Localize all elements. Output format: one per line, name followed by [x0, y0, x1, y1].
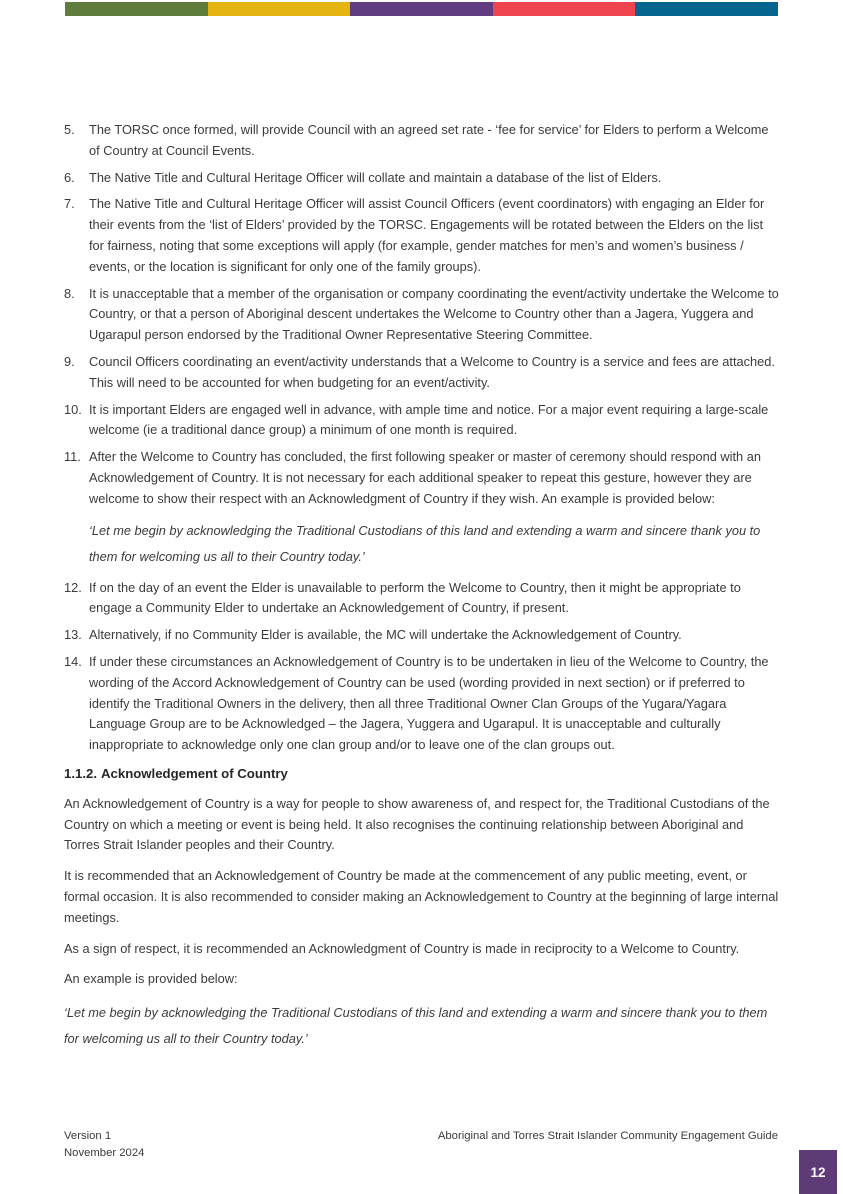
list-item-text: Council Officers coordinating an event/activity understands that a Welcome to Country is a service and fees are attached. This will need to be accounted for when budgeting for an event/activity. — [89, 353, 775, 390]
footer-doc-title: Aboriginal and Torres Strait Islander Community Engagement Guide — [437, 1130, 778, 1142]
footer-date: November 2024 — [64, 1146, 145, 1159]
list-item — [64, 652, 780, 756]
list-item — [64, 578, 780, 620]
page-footer — [64, 1128, 778, 1161]
accent-bar — [65, 2, 778, 16]
section-heading — [64, 764, 780, 785]
list-item — [64, 400, 780, 442]
page-number-badge: 12 — [799, 1150, 837, 1194]
list-item-number: 11. — [64, 449, 81, 465]
accent-bar-segment-green — [65, 2, 208, 16]
list-item-number: 10. — [64, 401, 82, 417]
list-item-number: 7. — [64, 196, 75, 212]
accent-bar-segment-purple — [350, 2, 493, 16]
acknowledgement-example-quote: ‘Let me begin by acknowledging the Traditional Custodians of this land and extending a warm and sincere thank you to them for welcoming us all to their Country today.’ — [64, 1005, 768, 1047]
paragraph: An Acknowledgement of Country is a way for people to show awareness of, and respect for, the Traditional Custodians of the Country on which a meeting or event is being held. It also recognises the continuing relationship between Aboriginal and Torres Strait Islander peoples and their Country. — [64, 795, 770, 853]
footer-version: Version 1 — [64, 1130, 112, 1142]
acknowledgement-example-quote-indented: ‘Let me begin by acknowledging the Traditional Custodians of this land and extending a warm and sincere thank you to them for welcoming us all to their Country today.’ — [89, 522, 761, 564]
list-item — [64, 120, 780, 162]
list-item — [64, 447, 780, 509]
list-item — [64, 625, 780, 646]
list-item-text: If under these circumstances an Acknowledgement of Country is to be undertaken in lieu of the Welcome to Country, the wording of the Accord Acknowledgement of Country can be used (wording provided in next section) or if preferred to identify the Traditional Owners in the delivery, then all three Traditional Owner Clan Groups of the Yugara/Yagara Language Group are to be Acknowledged – the Jagera, Yuggera and Ugarapul. It is unacceptable and culturally inappropriate to acknowledge only one clan group and/or to leave one of the clan groups out. — [89, 653, 769, 753]
accent-bar-segment-teal — [635, 2, 778, 16]
accent-bar-segment-red — [493, 2, 636, 16]
page-content — [64, 120, 780, 1060]
list-item-text: It is unacceptable that a member of the organisation or company coordinating the event/activity undertake the Welcome to Country, or that a person of Aboriginal descent undertakes the Welcome to Country other than a Jagera, Yuggera and Ugarapul person endorsed by the Traditional Owner Representative Steering Committee. — [89, 285, 779, 343]
list-item-text: The Native Title and Cultural Heritage Officer will collate and maintain a database of the list of Elders. — [89, 169, 662, 185]
section-number: 1.1.2. — [64, 765, 97, 781]
paragraph: An example is provided below: — [64, 971, 238, 987]
accent-bar-segment-yellow — [208, 2, 351, 16]
list-item-number: 13. — [64, 627, 82, 643]
list-item-number: 12. — [64, 579, 82, 595]
list-item-text: The TORSC once formed, will provide Council with an agreed set rate - ‘fee for service’ for Elders to perform a Welcome of Country at Council Events. — [89, 122, 769, 158]
list-item-number: 14. — [64, 653, 82, 669]
list-item-text: After the Welcome to Country has concluded, the first following speaker or master of ceremony should respond with an Acknowledgement of Country. It is not necessary for each additional speaker to repeat this gesture, however they are welcome to show their respect with an Acknowledgment of Country if they wish. An example is provided below: — [89, 449, 761, 506]
list-item-number: 6. — [64, 169, 75, 185]
paragraph: It is recommended that an Acknowledgement of Country be made at the commencement of any public meeting, event, or formal occasion. It is also recommended to consider making an Acknowledgement to Country at the beginning of large internal meetings. — [64, 868, 779, 925]
list-item-number: 8. — [64, 285, 75, 301]
list-item — [64, 284, 780, 346]
list-item — [64, 168, 780, 189]
list-item — [64, 194, 780, 277]
paragraph: As a sign of respect, it is recommended an Acknowledgment of Country is made in reciprocity to a Welcome to Country. — [64, 940, 740, 956]
list-item-text: Alternatively, if no Community Elder is available, the MC will undertake the Acknowledgement of Country. — [89, 627, 682, 643]
list-item-number: 5. — [64, 122, 75, 137]
list-item — [64, 352, 780, 394]
list-item-text: The Native Title and Cultural Heritage Officer will assist Council Officers (event coordinators) with engaging an Elder for their events from the ‘list of Elders’ provided by the TORSC. Engagements will be rotated between the Elders on the list for fairness, noting that some exceptions will apply (for example, gender matches for men’s and women’s business / events, or the location is significant for only one of the family groups). — [89, 196, 765, 274]
list-item-number: 9. — [64, 353, 75, 369]
list-item-text: It is important Elders are engaged well in advance, with ample time and notice. For a major event requiring a large-scale welcome (ie a traditional dance group) a minimum of one month is required. — [89, 401, 769, 438]
section-title: Acknowledgement of Country — [101, 765, 288, 781]
list-item-text: If on the day of an event the Elder is unavailable to perform the Welcome to Country, then it might be appropriate to engage a Community Elder to undertake an Acknowledgement of Country, if present. — [89, 579, 741, 616]
footer-left — [64, 1128, 144, 1161]
